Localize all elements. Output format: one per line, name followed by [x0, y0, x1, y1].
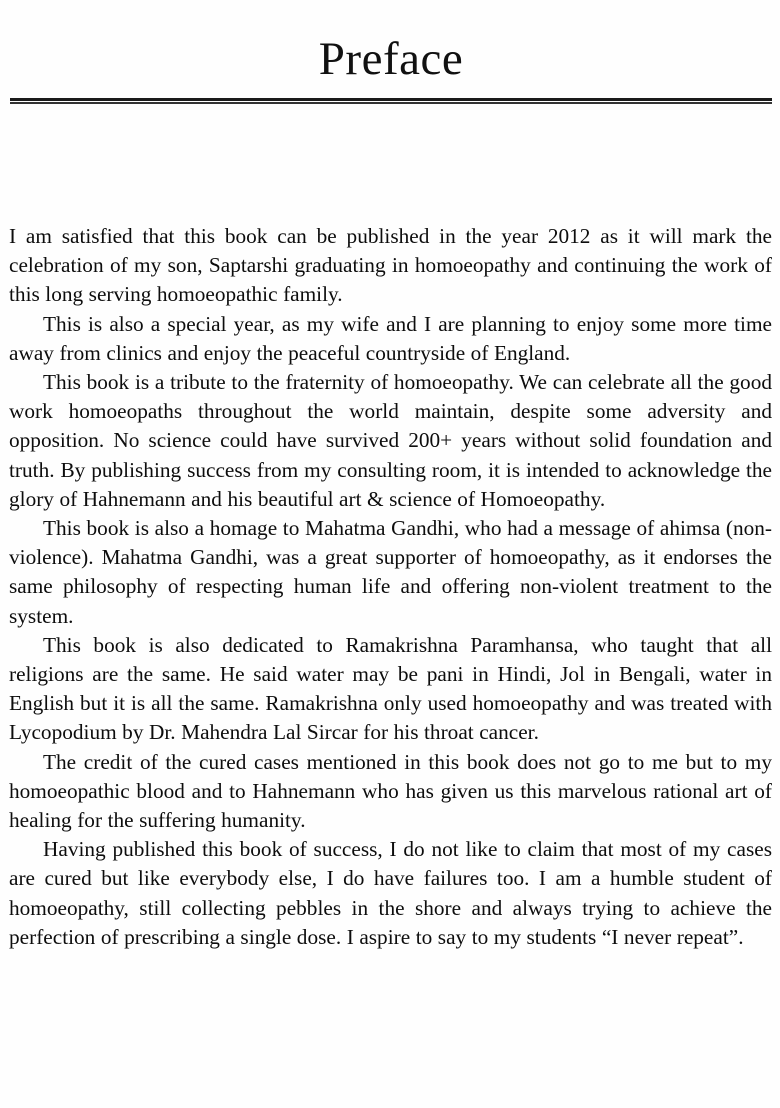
paragraph-1: I am satisfied that this book can be published in the year 2012 as it will mark the celebration of my son, Saptarshi graduating in homoeopathy and continuing the work of this long serving homoeopathic family. — [9, 224, 772, 307]
paragraph-3: This book is a tribute to the fraternity of homoeopathy. We can celebrate all the good work homoeopaths throughout the world maintain, despite some adversity and opposition. No science could have survived 200+ years without solid foundation and truth. By publishing success from my consulting room, it is intended to acknowledge the glory of Hahnemann and his beautiful art & science of Homoeopathy. — [9, 370, 772, 511]
divider-rule-thick — [10, 98, 772, 101]
page-header — [10, 33, 772, 97]
paragraph-7: Having published this book of success, I do not like to claim that most of my cases are cured but like everybody else, I do have failures too. I am a humble student of homoeopathy, still collecting pebbles in the shore and always trying to achieve the perfection of prescribing a single dose. I aspire to say to my students “I never repeat”. — [9, 837, 772, 949]
page-title: Preface — [318, 33, 464, 85]
paragraph-5: This book is also dedicated to Ramakrishna Paramhansa, who taught that all religions are the same. He said water may be pani in Hindi, Jol in Bengali, water in English but it is all the same. Ramakrishna only used homoeopathy and was treated with Lycopodium by Dr. Mahendra Lal Sircar for his throat cancer. — [9, 632, 772, 745]
paragraph-2: This is also a special year, as my wife and I are planning to enjoy some more time away from clinics and enjoy the peaceful countryside of England. — [9, 311, 772, 365]
body-text-block — [9, 222, 772, 952]
header-divider — [10, 98, 772, 106]
divider-rule-thin — [10, 102, 772, 104]
paragraph-4: This book is also a homage to Mahatma Gandhi, who had a message of ahimsa (non-violence). Mahatma Gandhi, was a great supporter of homoeopathy, as it endorses the same philosophy of respecting human life and offering non-violent treatment to the system. — [9, 516, 772, 628]
paragraph-6: The credit of the cured cases mentioned in this book does not go to me but to my homoeopathic blood and to Hahnemann who has given us this marvelous rational art of healing for the suffering humanity. — [9, 749, 772, 833]
